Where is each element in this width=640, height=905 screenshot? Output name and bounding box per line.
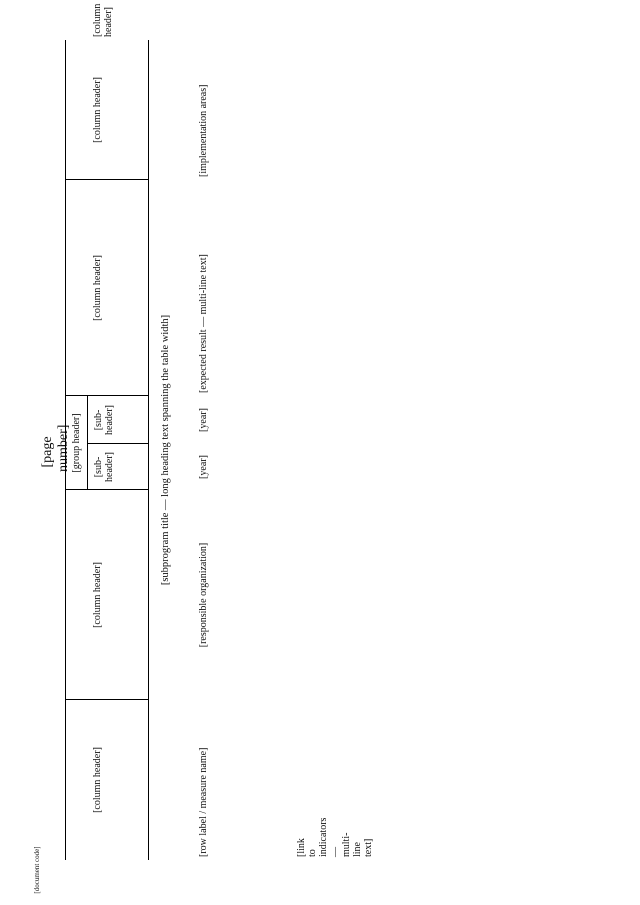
- table-top-border: [65, 40, 66, 860]
- document-code: [document code]: [33, 846, 41, 894]
- header-cell: [column header]: [92, 77, 103, 143]
- row-directions: [implementation areas]: [198, 84, 209, 177]
- row-start-year: [year]: [198, 455, 209, 479]
- header-cell: [group header]: [71, 413, 82, 473]
- row-end-year: [year]: [198, 408, 209, 432]
- rotated-page: [64, 3, 584, 860]
- header-divider-1: [65, 699, 149, 700]
- header-cell: [sub-header]: [93, 405, 116, 435]
- header-cell: [column header]: [92, 562, 103, 628]
- program-table: [64, 3, 584, 860]
- header-divider-5: [65, 179, 149, 180]
- row-measure: [row label / measure name]: [198, 747, 209, 857]
- row-expected-result: [expected result — multi-line text]: [198, 254, 209, 393]
- row-indicators: [link to indicators — multi-line text]: [296, 817, 375, 857]
- header-cell: [column header]: [92, 255, 103, 321]
- row-responsible: [responsible organization]: [198, 542, 209, 648]
- header-cell: [column header]: [92, 747, 103, 813]
- page-number: [page number]: [40, 424, 71, 472]
- header-cell: [sub-header]: [93, 452, 116, 482]
- header-cell: [column header]: [92, 3, 115, 37]
- subprogram-title: [subprogram title — long heading text spanning the table width]: [160, 314, 171, 586]
- header-bottom-border: [148, 40, 149, 860]
